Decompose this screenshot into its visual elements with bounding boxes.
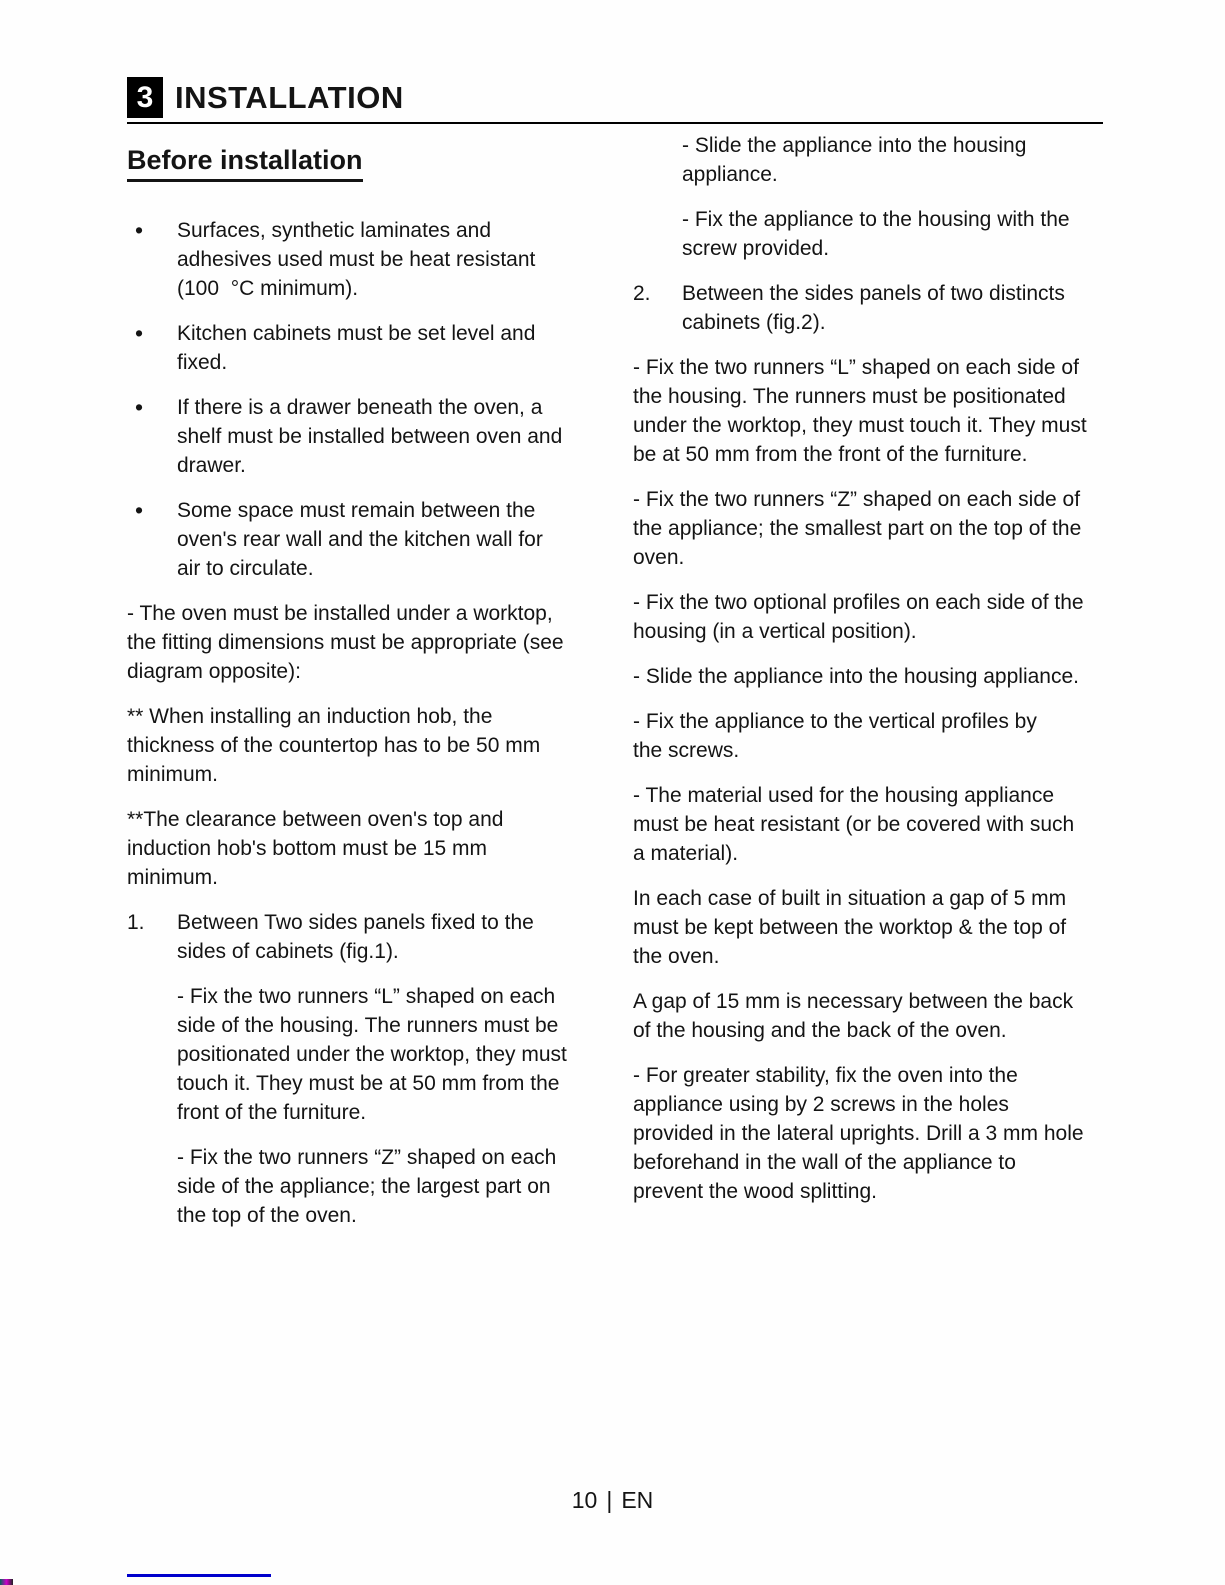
numbered-item	[633, 279, 1088, 337]
sub-paragraph: - Fix the two runners “Z” shaped on each side of the appliance; the largest part on the top of the oven.	[177, 1146, 557, 1227]
bullet-item	[127, 393, 569, 480]
list-number: 1.	[127, 911, 145, 934]
body-paragraph: - Slide the appliance into the housing appliance.	[633, 665, 1079, 688]
footer-separator: |	[606, 1487, 613, 1513]
section-number-badge: 3	[127, 77, 163, 118]
body-paragraph: ** When installing an induction hob, the thickness of the countertop has to be 50 mm minimum.	[127, 705, 541, 786]
right-column	[633, 131, 1088, 1222]
bullet-item	[127, 319, 569, 377]
numbered-item	[127, 908, 569, 966]
scan-artifact-corner	[0, 1579, 13, 1585]
subsection-title: Before installation	[127, 144, 363, 182]
section-header	[127, 77, 404, 118]
numbered-item-text: Between the sides panels of two distincts cabinets (fig.2).	[682, 282, 1065, 334]
body-paragraph: - Fix the appliance to the vertical profiles by the screws.	[633, 710, 1037, 762]
body-paragraph: - The oven must be installed under a worktop, the fitting dimensions must be appropriate (see diagram opposite):	[127, 602, 564, 683]
body-paragraph: - Fix the two runners “L” shaped on each side of the housing. The runners must be positionated under the worktop, they must touch it. They must be at 50 mm from the front of the furniture.	[633, 356, 1087, 466]
body-paragraph: In each case of built in situation a gap of 5 mm must be kept between the worktop & the top of the oven.	[633, 887, 1067, 968]
section-title: INSTALLATION	[175, 79, 404, 115]
scan-artifact-blue-line	[127, 1574, 271, 1577]
bullet-text: Some space must remain between the oven's rear wall and the kitchen wall for air to circulate.	[177, 499, 543, 580]
header-divider	[127, 122, 1103, 124]
body-paragraph: - For greater stability, fix the oven into the appliance using by 2 screws in the holes provided in the lateral uprights. Drill a 3 mm hole beforehand in the wall of the appliance to prevent the wood splitting.	[633, 1064, 1084, 1203]
numbered-item-text: Between Two sides panels fixed to the sides of cabinets (fig.1).	[177, 911, 534, 963]
list-number: 2.	[633, 282, 651, 305]
bullet-item	[127, 496, 569, 583]
bullet-marker: •	[135, 217, 144, 243]
bullet-marker: •	[135, 497, 144, 523]
bullet-marker: •	[135, 394, 144, 420]
body-paragraph: **The clearance between oven's top and induction hob's bottom must be 15 mm minimum.	[127, 808, 504, 889]
page-number: 10	[571, 1487, 598, 1513]
bullet-text: If there is a drawer beneath the oven, a shelf must be installed between oven and drawer.	[177, 396, 563, 477]
body-paragraph: A gap of 15 mm is necessary between the back of the housing and the back of the oven.	[633, 990, 1074, 1042]
sub-paragraph: - Slide the appliance into the housing appliance.	[682, 134, 1027, 186]
left-column	[127, 144, 569, 1246]
sub-paragraph: - Fix the appliance to the housing with the screw provided.	[682, 208, 1070, 260]
bullet-item	[127, 216, 569, 303]
page-footer	[0, 1487, 1225, 1514]
sub-paragraph: - Fix the two runners “L” shaped on each side of the housing. The runners must be positionated under the worktop, they must touch it. They must be at 50 mm from the front of the furniture.	[177, 985, 567, 1124]
bullet-marker: •	[135, 320, 144, 346]
bullet-text: Surfaces, synthetic laminates and adhesives used must be heat resistant (100 °C minimum).	[177, 219, 536, 300]
body-paragraph: - Fix the two optional profiles on each side of the housing (in a vertical position).	[633, 591, 1084, 643]
body-paragraph: - The material used for the housing appliance must be heat resistant (or be covered with such a material).	[633, 784, 1075, 865]
body-paragraph: - Fix the two runners “Z” shaped on each side of the appliance; the smallest part on the top of the oven.	[633, 488, 1082, 569]
bullet-text: Kitchen cabinets must be set level and fixed.	[177, 322, 536, 374]
language-code: EN	[621, 1487, 654, 1513]
